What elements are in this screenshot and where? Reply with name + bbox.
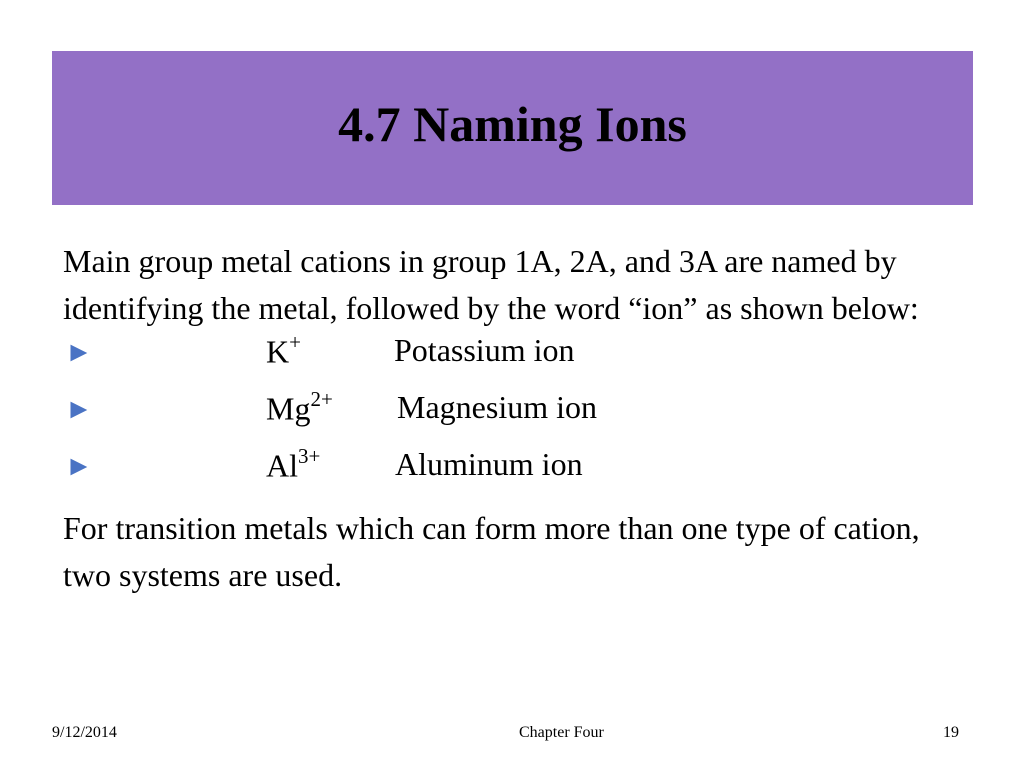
ion-name: Aluminum ion <box>395 446 583 482</box>
slide-title: 4.7 Naming Ions <box>338 96 687 152</box>
ion-name: Potassium ion <box>394 332 575 368</box>
ion-charge: 2+ <box>310 387 333 411</box>
slide-content <box>63 238 963 599</box>
element-symbol: K <box>266 333 290 370</box>
ion-charge: 3+ <box>298 444 321 468</box>
ion-row-potassium <box>63 332 963 389</box>
bullet-arrow-icon: ► <box>65 451 93 482</box>
element-symbol: Al <box>266 447 298 484</box>
ion-symbol <box>266 389 333 428</box>
closing-paragraph: For transition metals which can form more than one type of cation, two systems are used. <box>63 510 920 593</box>
ion-symbol <box>266 332 301 371</box>
footer-chapter: Chapter Four <box>519 724 604 741</box>
footer-date: 9/12/2014 <box>52 724 117 741</box>
ion-charge: + <box>289 330 301 354</box>
ion-name: Magnesium ion <box>397 389 597 425</box>
element-symbol: Mg <box>266 390 311 427</box>
ion-symbol <box>266 446 320 485</box>
intro-paragraph: Main group metal cations in group 1A, 2A, and 3A are named by identifying the metal, followed by the word “ion” as shown below: <box>63 243 919 326</box>
bullet-arrow-icon: ► <box>65 394 93 425</box>
bullet-arrow-icon: ► <box>65 337 93 368</box>
title-bar <box>52 51 973 205</box>
ion-row-magnesium <box>63 389 963 446</box>
ion-row-aluminum <box>63 446 963 503</box>
footer-page-number: 19 <box>943 724 959 741</box>
